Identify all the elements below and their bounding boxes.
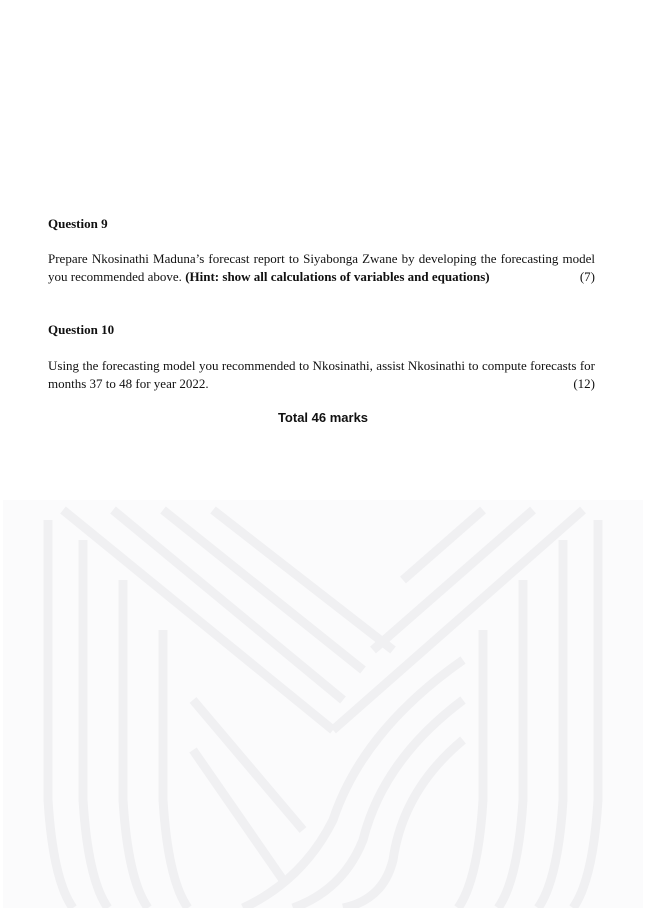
- question-9-marks: (7): [579, 269, 595, 284]
- total-marks: Total 46 marks: [277, 410, 369, 425]
- question-10-body: [48, 357, 595, 393]
- question-9-hint: (Hint: show all calculations of variables and equations): [185, 269, 490, 284]
- question-10-marks: (12): [573, 376, 595, 391]
- question-9-heading: Question 9: [48, 216, 108, 231]
- question-9-body: [48, 250, 595, 286]
- university-logo-watermark: [3, 500, 643, 908]
- question-10-text: Using the forecasting model you recommended to Nkosinathi, assist Nkosinathi to compute forecasts for months 37 to 48 for year 2022.: [48, 358, 595, 391]
- question-9-text: Prepare Nkosinathi Maduna’s forecast report to Siyabonga Zwane by developing the forecasting model you recommended above.: [48, 251, 595, 284]
- watermark-m-icon: [3, 500, 643, 908]
- question-10-heading: Question 10: [48, 322, 115, 337]
